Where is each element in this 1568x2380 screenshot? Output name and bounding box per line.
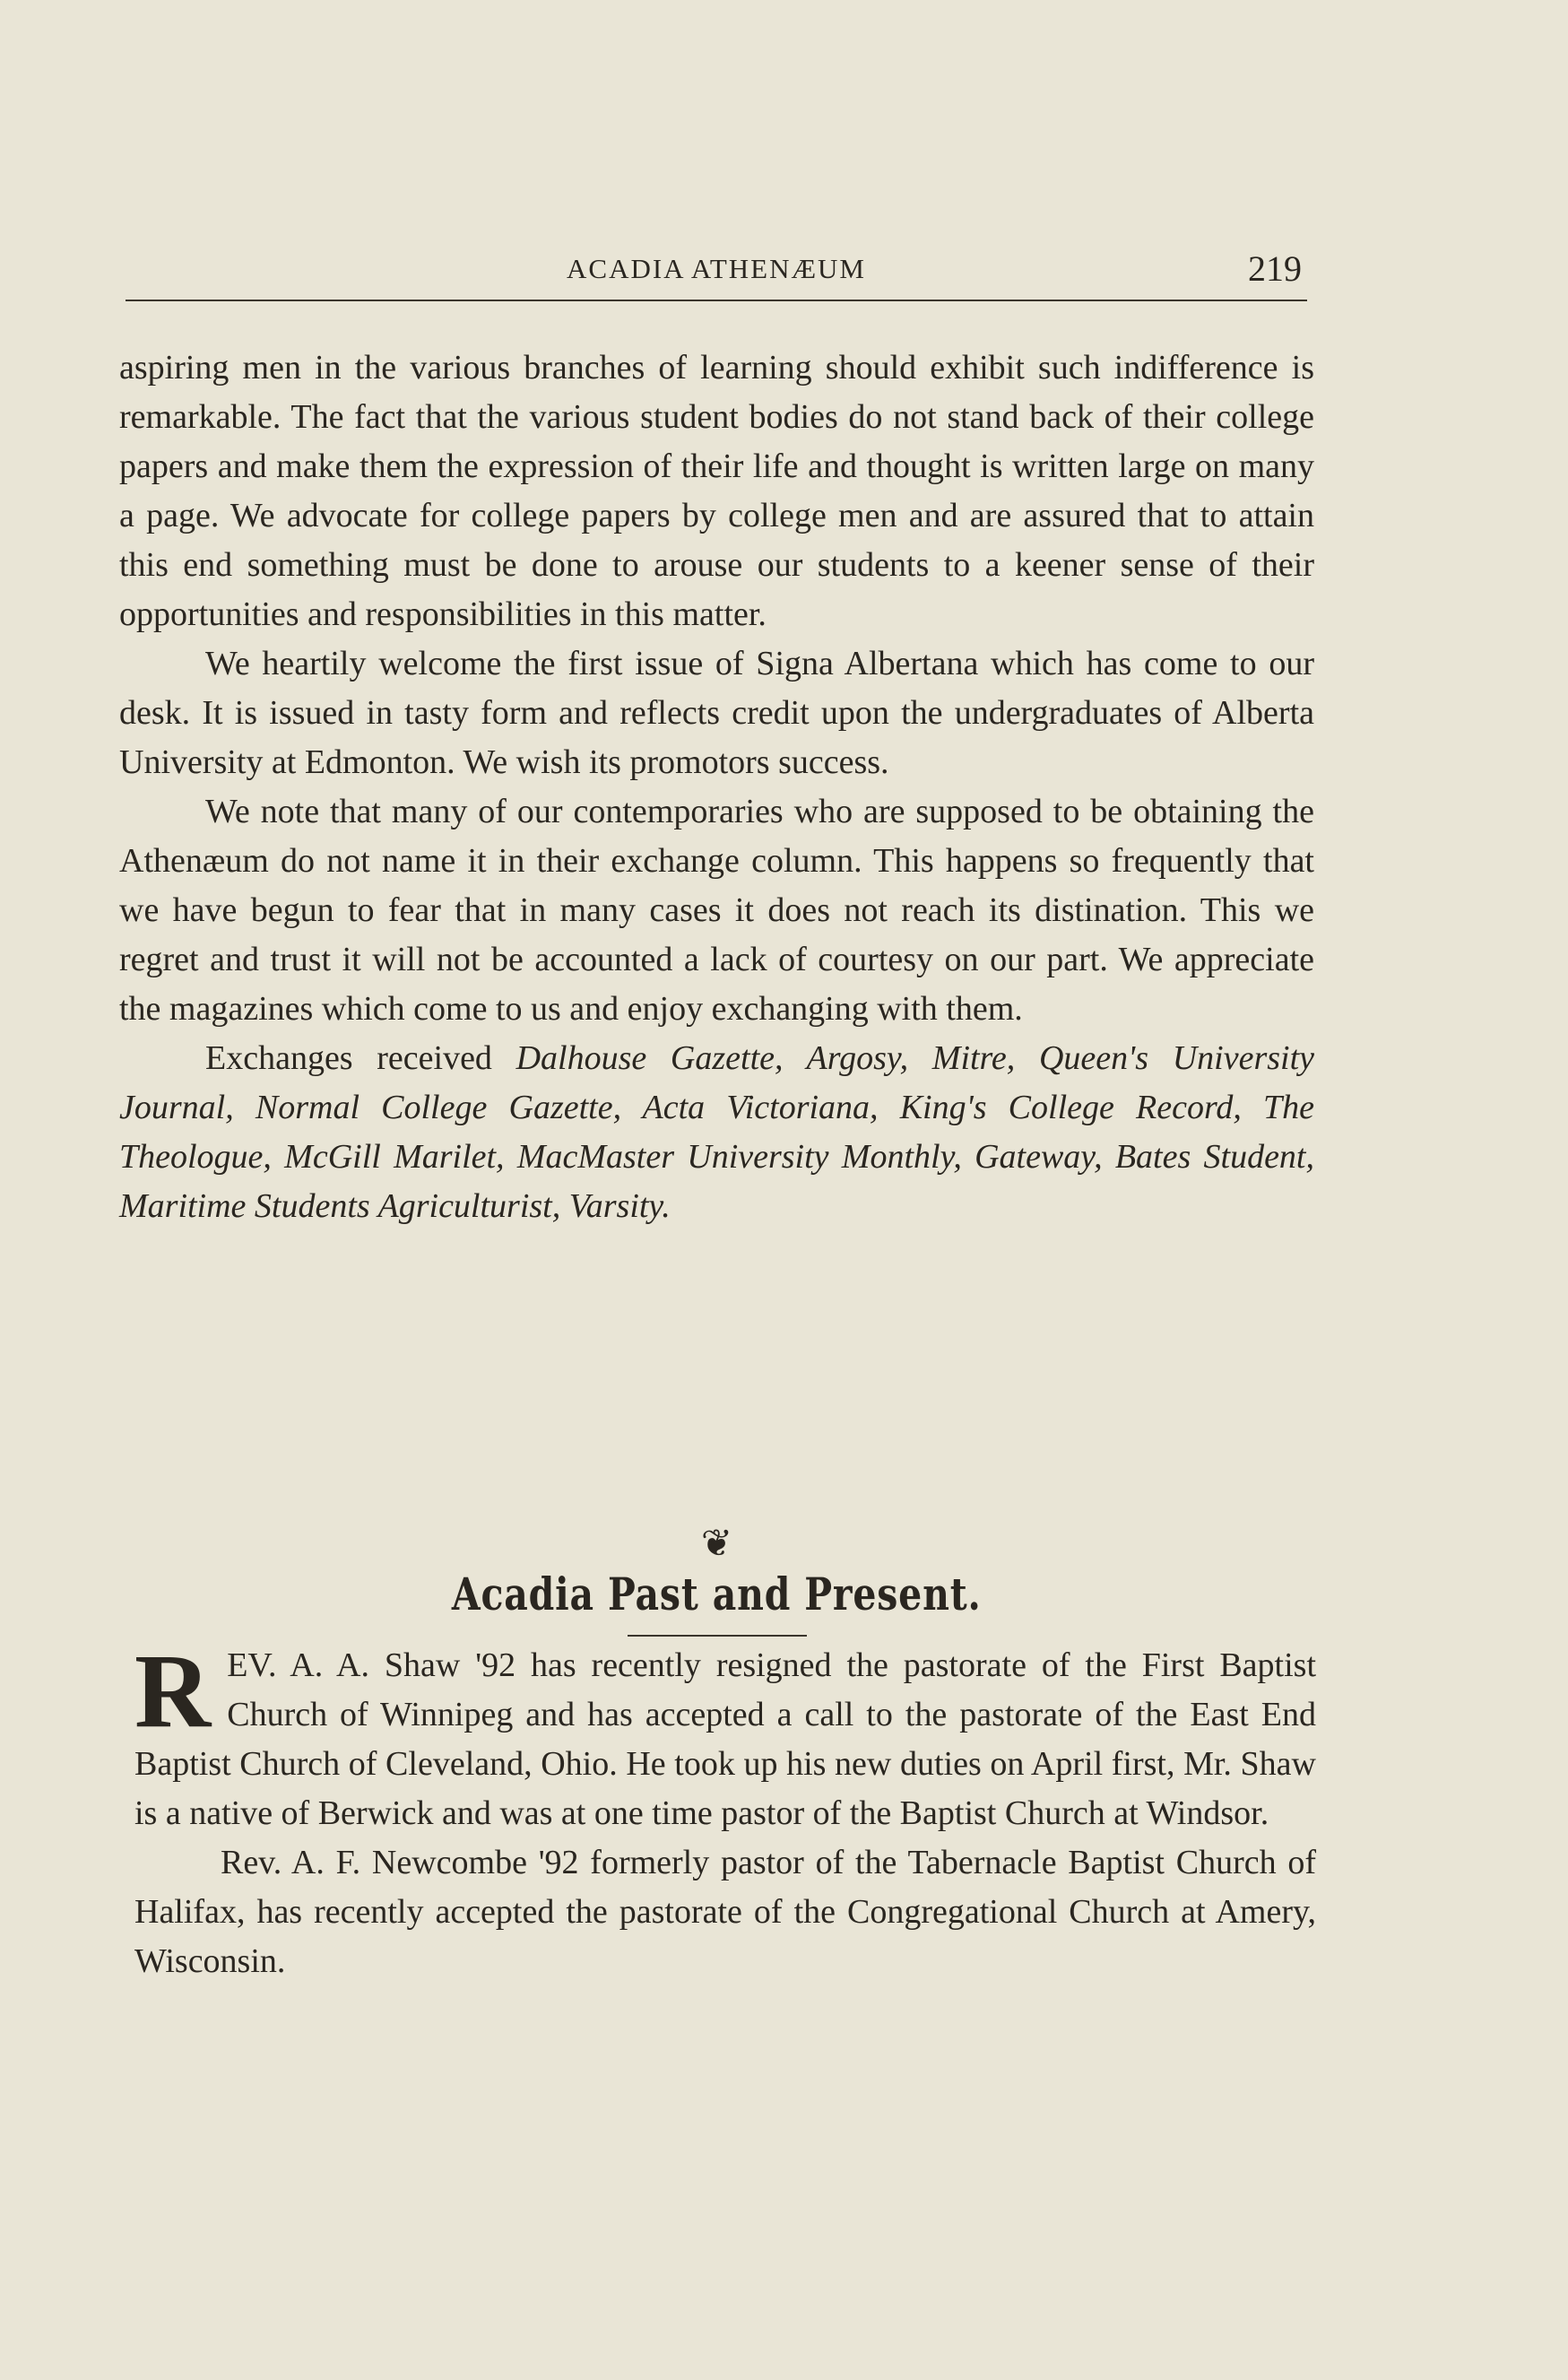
- news-paragraph-1: [134, 1632, 1316, 1838]
- exchange-column: [119, 343, 1314, 1231]
- section-heading: [119, 1521, 1314, 1637]
- exchanges-received-paragraph: [119, 1034, 1314, 1231]
- running-title: ACADIA ATHENÆUM: [567, 253, 866, 284]
- news-paragraph-1-text: EV. A. A. Shaw '92 has recently resigned the pastorate of the First Baptist Church of Winnipeg and has accepted a call to the pastorate of the East End Baptist Church of Cleveland, Ohio. He took up his new duties on April first, Mr. Shaw is a native of Berwick and was at one time pastor of the Baptist Church at Windsor.: [134, 1646, 1316, 1832]
- running-head: [126, 248, 1307, 301]
- drop-cap: R: [134, 1632, 212, 1750]
- news-paragraph-2: Rev. A. F. Newcombe '92 formerly pastor of the Tabernacle Baptist Church of Halifax, has recently accepted the pastorate of the Congregational Church at Amery, Wisconsin.: [134, 1844, 1316, 1980]
- section-title: Acadia Past and Present.: [452, 1568, 982, 1620]
- exchange-paragraph-1: aspiring men in the various branches of learning should exhibit such indifference is remarkable. The fact that the various student bodies do not stand back of their college papers and make them the expression of their life and thought is written large on many a page. We advocate for college papers by college men and are assured that to attain this end something must be done to arouse our students to a keener sense of their opportunities and responsibilities in this matter.: [119, 349, 1314, 633]
- exchanges-received-list: Dalhouse Gazette, Argosy, Mitre, Queen's University Journal, Normal College Gazette, Acta Victoriana, King's College Record, The Theologue, McGill Marilet, MacMaster University Monthly, Gateway, Bates Student, Maritime Students Agriculturist, Varsity.: [119, 1039, 1314, 1225]
- exchanges-received-lead: Exchanges received: [205, 1039, 492, 1077]
- section-rule: [628, 1635, 807, 1637]
- page-number: 219: [1248, 248, 1302, 289]
- exchange-paragraph-3: We note that many of our contemporaries who are supposed to be obtaining the Athenæum do not name it in their exchange column. This happens so frequently that we have begun to fear that in many cases it does not reach its distination. This we regret and trust it will not be accounted a lack of courtesy on our part. We appreciate the magazines which come to us and enjoy exchanging with them.: [119, 793, 1314, 1028]
- fleuron-icon: ❦: [700, 1521, 733, 1565]
- exchange-paragraph-2: We heartily welcome the first issue of Signa Albertana which has come to our desk. It is issued in tasty form and reflects credit upon the undergraduates of Alberta University at Edmonton. We wish its promotors success.: [119, 645, 1314, 781]
- acadia-news: [134, 1632, 1316, 1986]
